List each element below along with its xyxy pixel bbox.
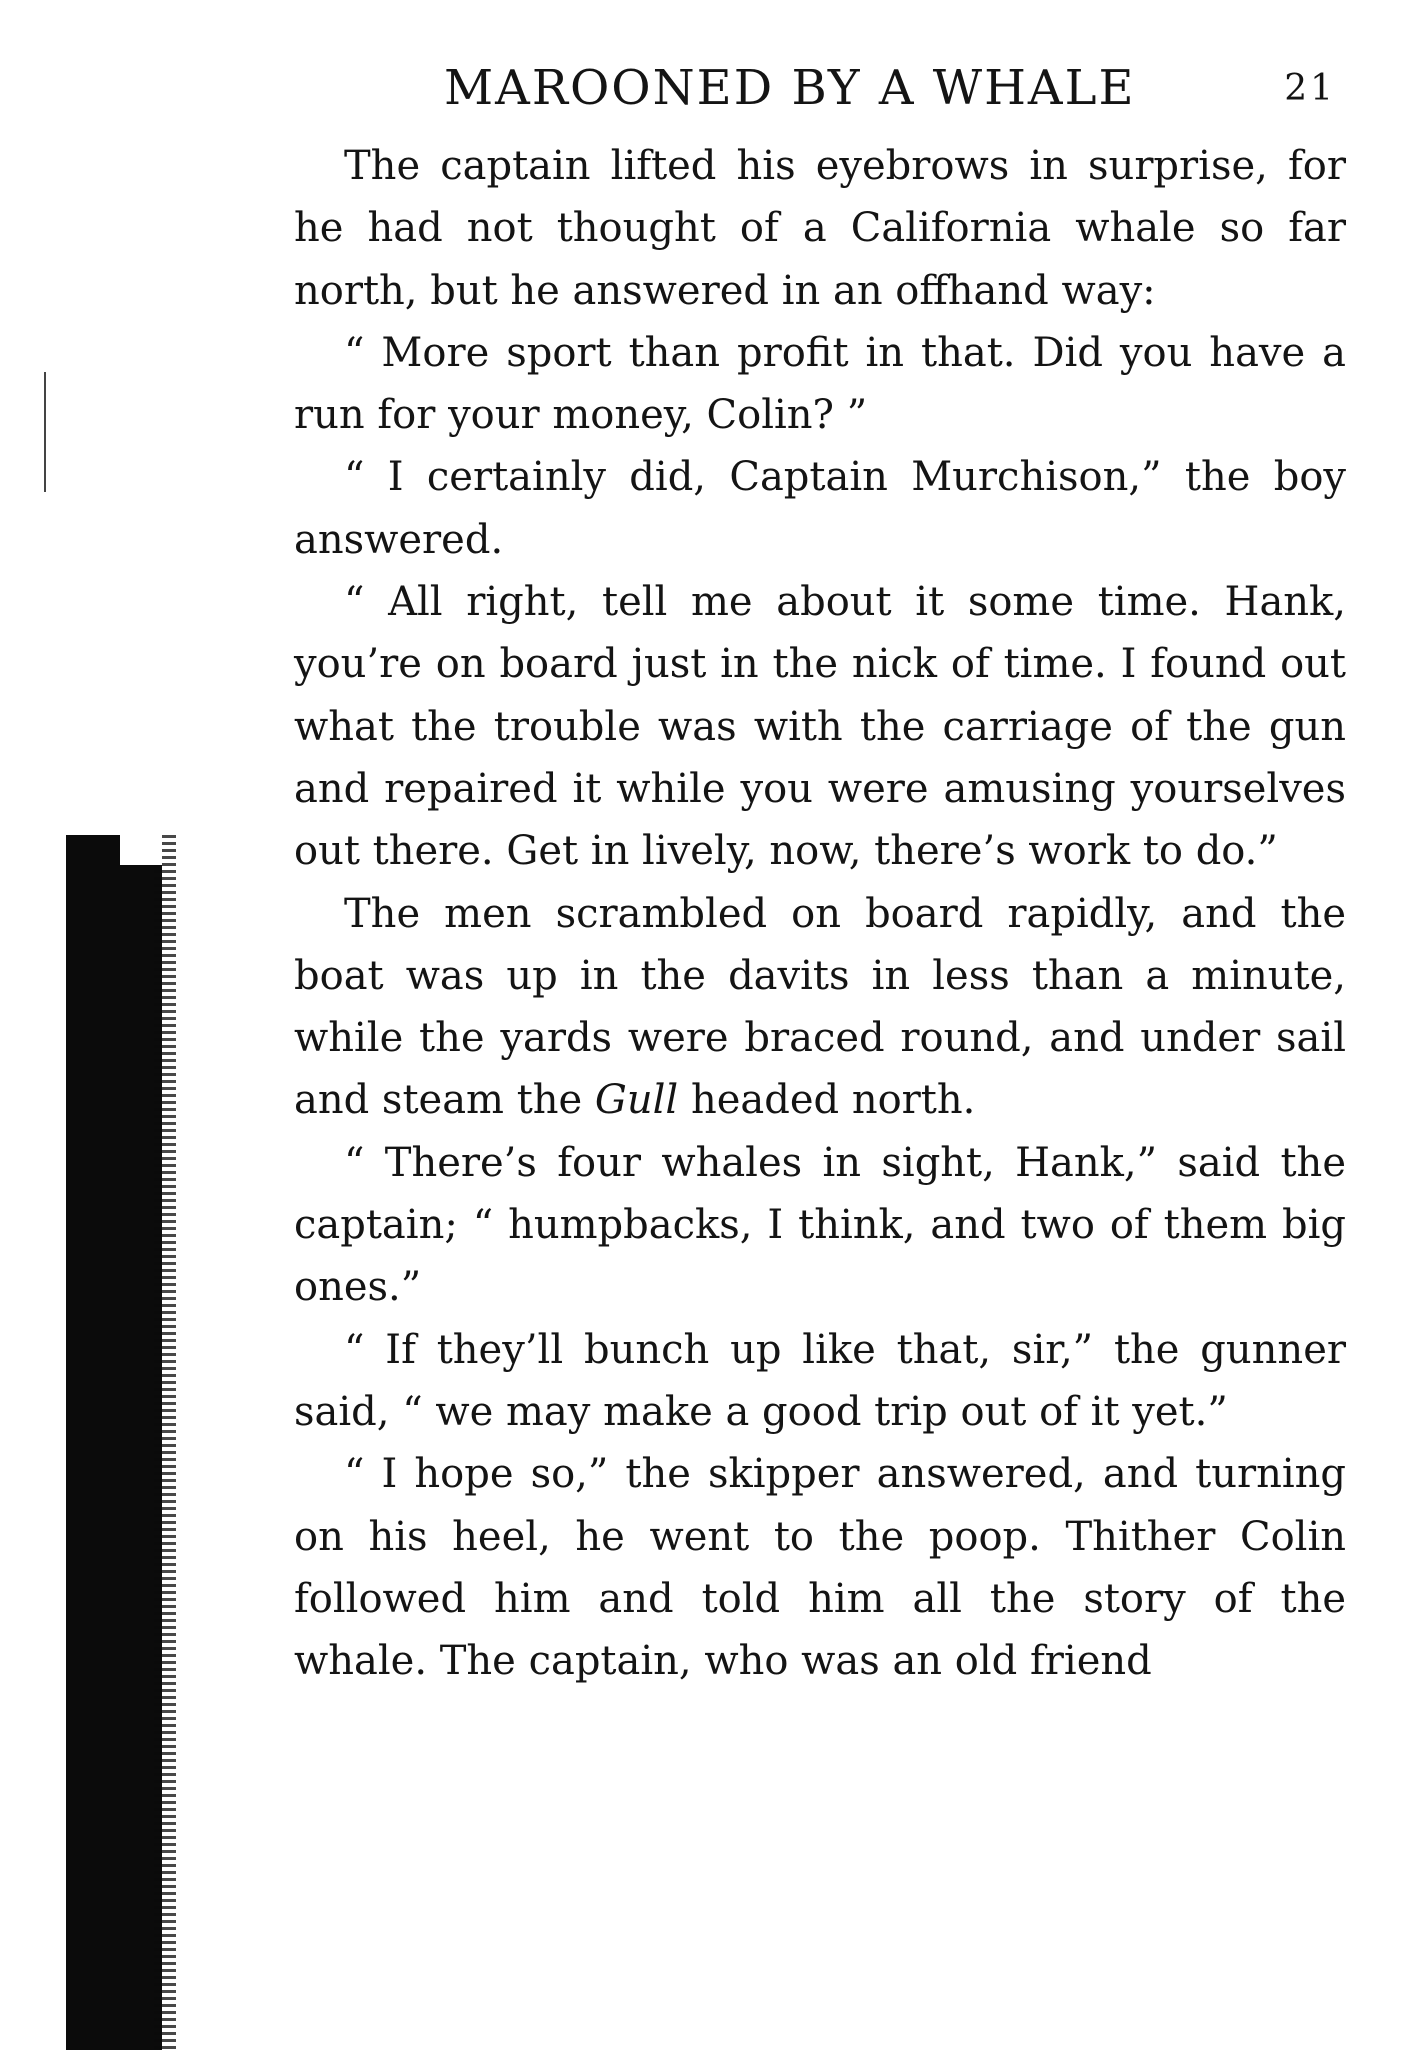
paragraph-text: headed north. [678,1077,976,1124]
paragraph: “ If they’ll bunch up like that, sir,” the gunner said, “ we may make a good trip out of it yet.” [294,1326,1346,1435]
page-number: 21 [1284,68,1336,109]
binding-shadow [66,835,162,2050]
paragraph: “ There’s four whales in sight, Hank,” said the captain; “ humpbacks, I think, and two of them big ones.” [294,1139,1346,1311]
book-page [294,50,1346,1692]
body-text [294,135,1346,1692]
ship-name: Gull [594,1077,679,1124]
paragraph: “ More sport than profit in that. Did you have a run for your money, Colin? ” [294,329,1346,439]
running-head [294,50,1346,130]
margin-mark [44,372,46,492]
paragraph: “ I hope so,” the skipper answered, and turning on his heel, he went to the poop. Thither Colin followed him and told him all the story of the whale. The captain, who was an old friend [294,1451,1346,1685]
binding-speckle [154,835,176,2050]
paragraph-text: The men scrambled on board rapidly, and the boat was up in the davits in less than a minute, while the yards were braced round, and under sail and steam the [294,890,1346,1124]
paragraph: The captain lifted his eyebrows in surprise, for he had not thought of a California whale so far north, but he answered in an offhand way: [294,143,1346,314]
paragraph: “ I certainly did, Captain Murchison,” the boy answered. [294,454,1346,563]
paragraph: “ All right, tell me about it some time. Hank, you’re on board just in the nick of time. I found out what the trouble was with the carriage of the gun and repaired it while you were amusing yourselves out there. Get in lively, now, there’s work to do.” [294,579,1346,875]
binding-notch [120,835,162,865]
paragraph [294,883,1346,1132]
running-head-title: MAROONED BY A WHALE [444,60,1136,116]
